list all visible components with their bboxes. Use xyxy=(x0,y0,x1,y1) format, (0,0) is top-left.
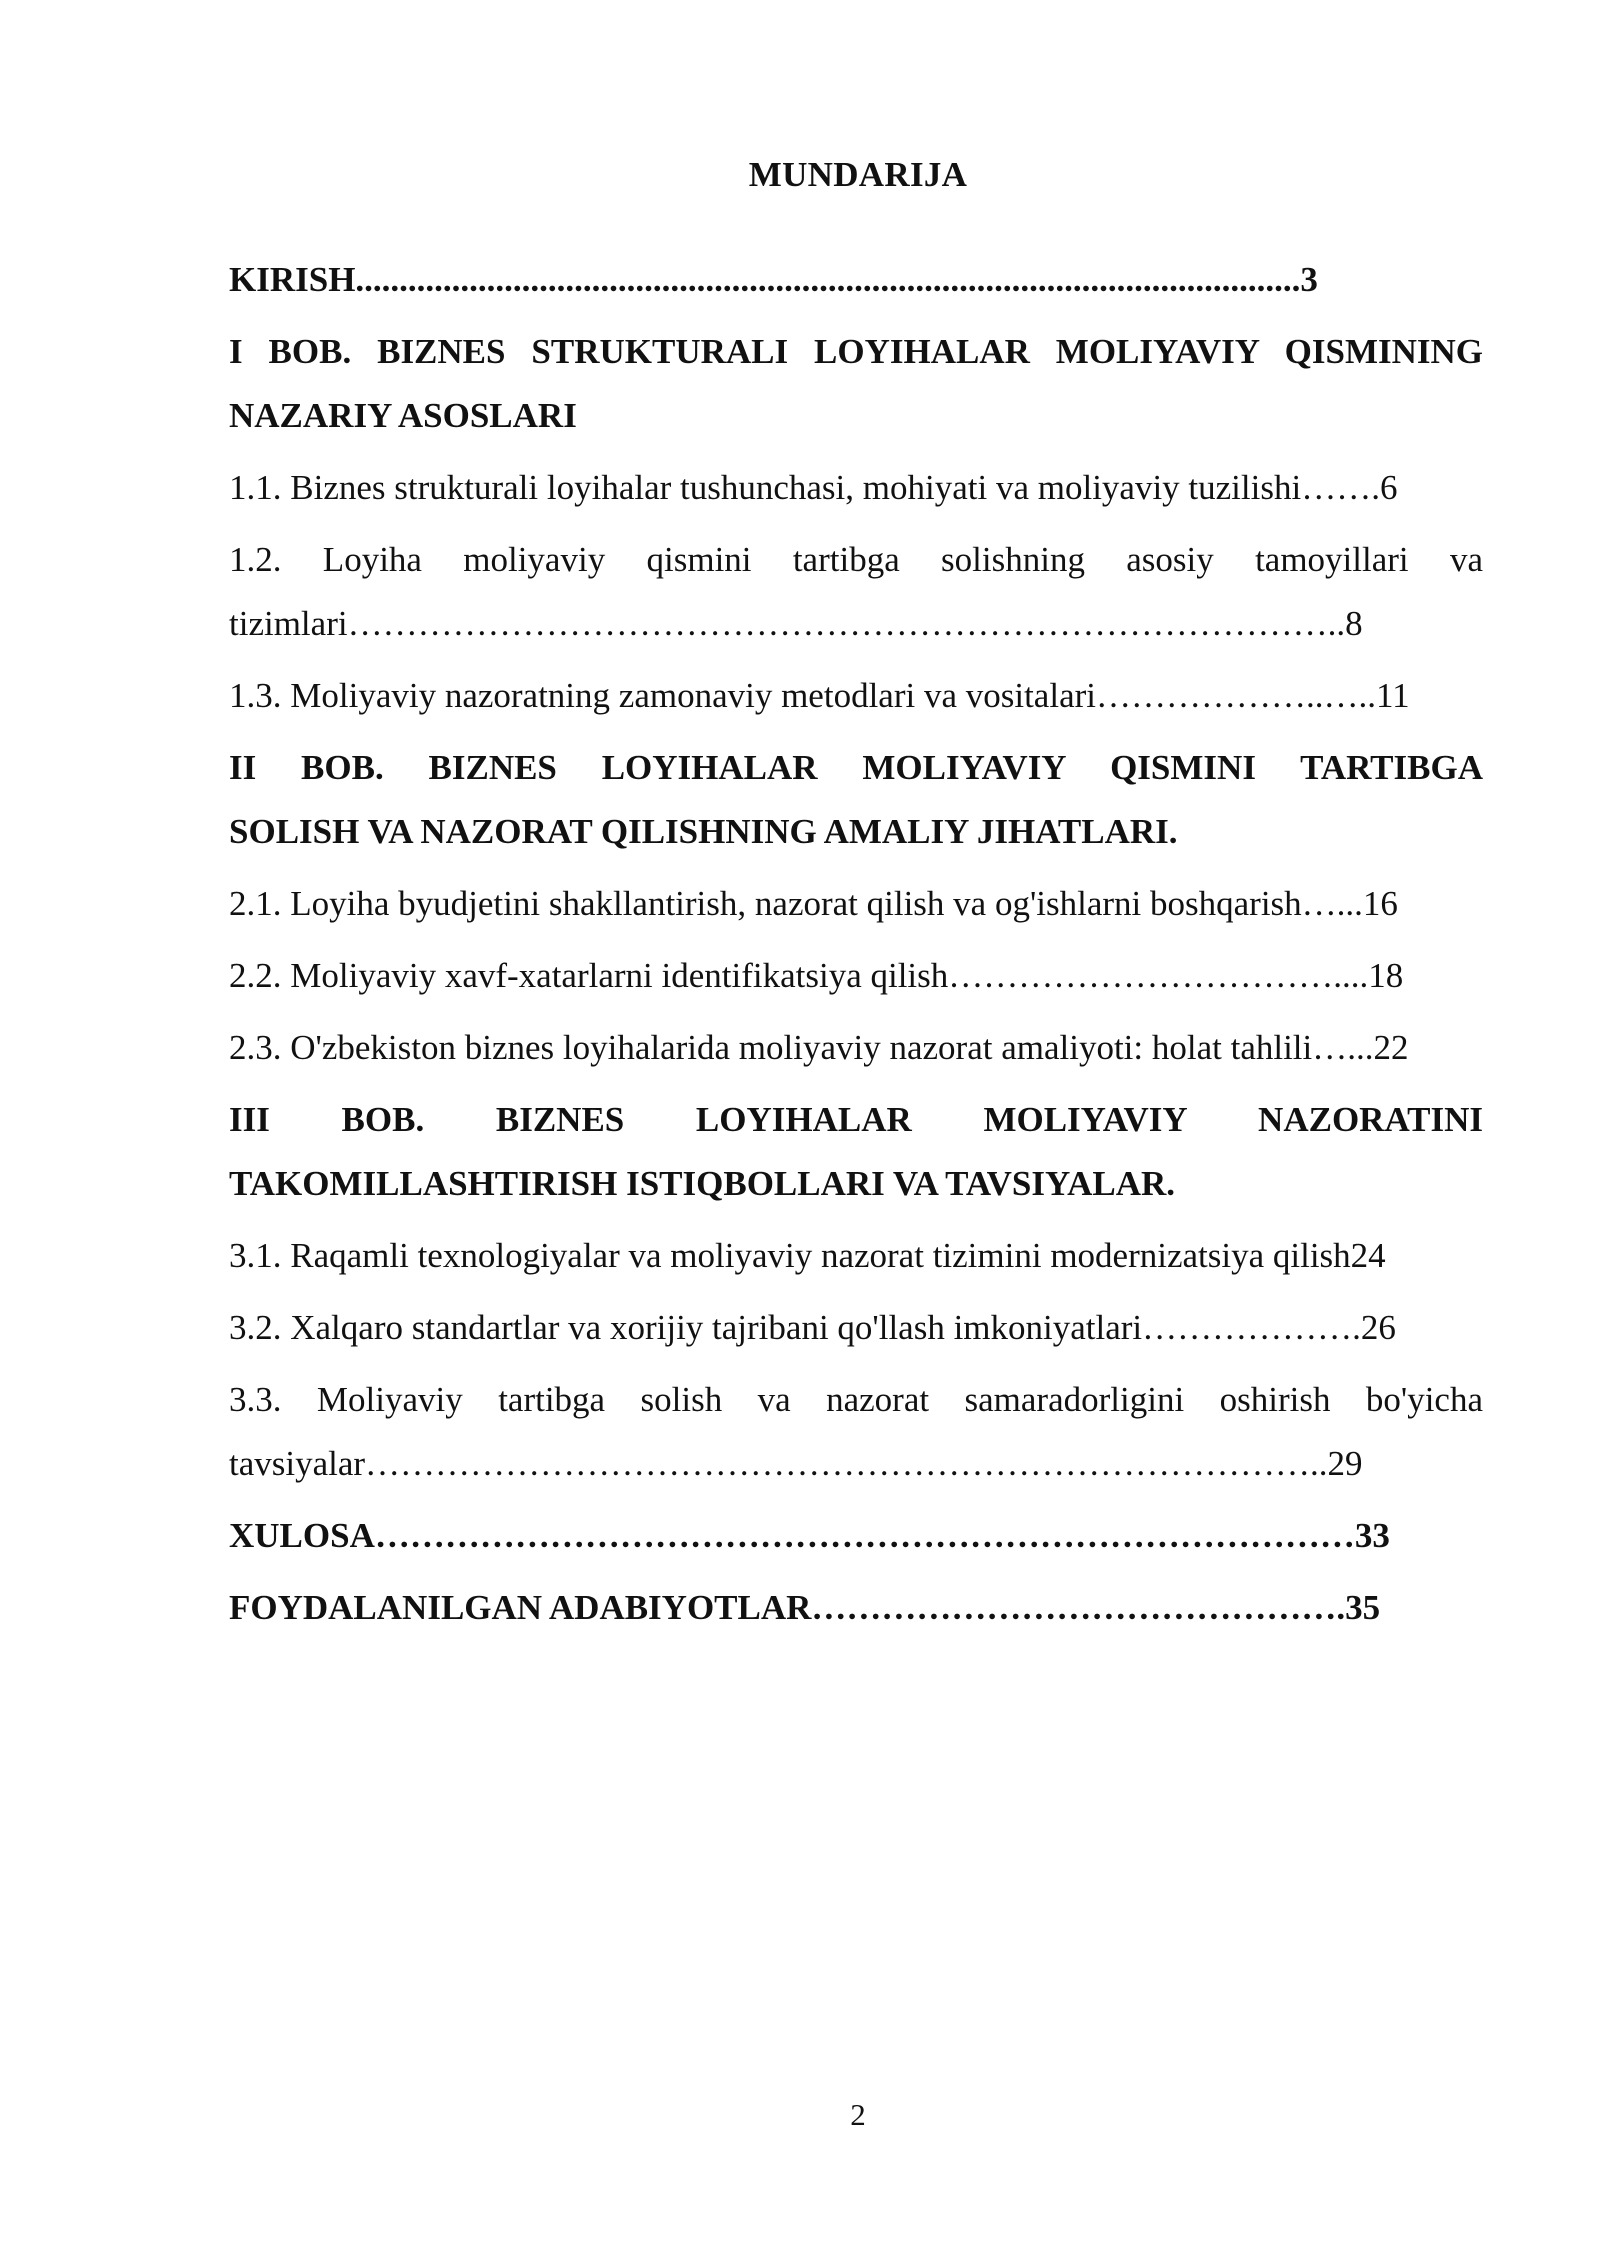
toc-section-1-3: 1.3. Moliyaviy nazoratning zamonaviy metodlari va vositalari………………..…..11 xyxy=(229,676,1410,715)
toc-chapter-3-line-1: III BOB. BIZNES LOYIHALAR MOLIYAVIY NAZORATINI xyxy=(229,1100,1483,1139)
toc-section-3-3 xyxy=(229,1368,1483,1496)
toc-chapter-2-line-1: II BOB. BIZNES LOYIHALAR MOLIYAVIY QISMINI TARTIBGA xyxy=(229,748,1483,787)
toc-chapter-2-line-2: SOLISH VA NAZORAT QILISHNING AMALIY JIHATLARI. xyxy=(229,812,1178,851)
toc-entry-references: FOYDALANILGAN ADABIYOTLAR……………………………………….35 xyxy=(229,1588,1381,1627)
table-of-contents xyxy=(229,248,1483,1648)
toc-entry-xulosa: XULOSA…………………………………………………………………………33 xyxy=(229,1516,1390,1555)
toc-section-1-2 xyxy=(229,528,1483,656)
toc-entry-kirish: KIRISH............................................................................................................3 xyxy=(229,260,1318,299)
toc-chapter-3 xyxy=(229,1088,1483,1216)
toc-section-3-2: 3.2. Xalqaro standartlar va xorijiy tajribani qo'llash imkoniyatlari……………….26 xyxy=(229,1308,1396,1347)
toc-chapter-1 xyxy=(229,320,1483,448)
toc-section-1-2-line-2: tizimlari…………………………………………………………………………..8 xyxy=(229,604,1363,643)
toc-section-2-3: 2.3. O'zbekiston biznes loyihalarida moliyaviy nazorat amaliyoti: holat tahlili…...22 xyxy=(229,1028,1409,1067)
toc-section-3-3-line-1: 3.3. Moliyaviy tartibga solish va nazorat samaradorligini oshirish bo'yicha xyxy=(229,1380,1483,1419)
toc-section-3-3-line-2: tavsiyalar………………………………………………………………………..29 xyxy=(229,1444,1363,1483)
toc-chapter-3-line-2: TAKOMILLASHTIRISH ISTIQBOLLARI VA TAVSIYALAR. xyxy=(229,1164,1175,1203)
toc-section-1-2-line-1: 1.2. Loyiha moliyaviy qismini tartibga solishning asosiy tamoyillari va xyxy=(229,540,1483,579)
toc-chapter-1-line-2: NAZARIY ASOSLARI xyxy=(229,396,577,435)
page-number: 2 xyxy=(850,2097,866,2132)
toc-section-1-1: 1.1. Biznes strukturali loyihalar tushunchasi, mohiyati va moliyaviy tuzilishi…….6 xyxy=(229,468,1398,507)
toc-chapter-1-line-1: I BOB. BIZNES STRUKTURALI LOYIHALAR MOLIYAVIY QISMINING xyxy=(229,332,1483,371)
toc-section-3-1: 3.1. Raqamli texnologiyalar va moliyaviy nazorat tizimini modernizatsiya qilish24 xyxy=(229,1236,1386,1275)
toc-title: MUNDARIJA xyxy=(748,155,968,194)
toc-section-2-2: 2.2. Moliyaviy xavf-xatarlarni identifikatsiya qilish……………………………....18 xyxy=(229,956,1404,995)
toc-chapter-2 xyxy=(229,736,1483,864)
toc-section-2-1: 2.1. Loyiha byudjetini shakllantirish, nazorat qilish va og'ishlarni boshqarish…...16 xyxy=(229,884,1398,923)
